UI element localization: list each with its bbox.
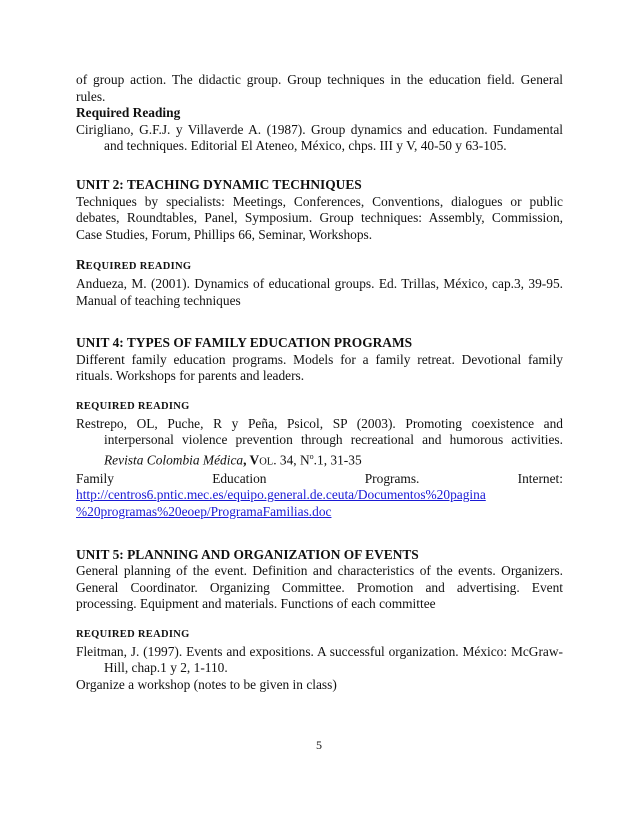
page-body <box>76 72 563 693</box>
reference-fleitman: Fleitman, J. (1997). Events and expositions. A successful organization. México: McGraw-Hill, chap.1 y 2, 1-110. <box>76 643 563 676</box>
unit-4-body: Different family education programs. Models for a family retreat. Devotional family rituals. Workshops for parents and leaders. <box>76 351 563 384</box>
unit-2-req-rest: EQUIRED READING <box>85 261 192 273</box>
link-line-1: http://centros6.pntic.mec.es/equipo.general.de.ceuta/Documentos%20pagina <box>76 487 486 503</box>
internet-link-block <box>76 487 563 520</box>
unit-4-title: UNIT 4: TYPES OF FAMILY EDUCATION PROGRAMS <box>76 335 413 351</box>
unit-5-required-reading-heading: REQUIRED READING <box>76 628 190 640</box>
unit-2-title: UNIT 2: TEACHING DYNAMIC TECHNIQUES <box>76 176 362 192</box>
programs-word: Programs. <box>364 470 420 486</box>
reference-andueza: Andueza, M. (2001). Dynamics of educational groups. Ed. Trillas, México, cap.3, 39-95. Manual of teaching techniques <box>76 275 563 308</box>
unit-2-req-initial: R <box>76 257 86 273</box>
reference-restrepo-text: Restrepo, OL, Puche, R y Peña, Psicol, SP (2003). Promoting coexistence and interpersonal violence prevention through recreational and humorous activities. <box>76 415 563 448</box>
reference-restrepo-super: o <box>309 451 314 461</box>
reference-restrepo-vol: OL <box>259 456 274 468</box>
unit-2-required-reading-heading <box>76 257 563 276</box>
unit-2-body: Techniques by specialists: Meetings, Conferences, Conventions, dialogues or public debates, Roundtables, Panel, Symposium. Group techniques: Assembly, Commission, Case Studies, Forum, Phillips 66, Seminar, Workshops. <box>76 193 563 242</box>
unit-5-body: General planning of the event. Definition and characteristics of the events. Organizers. General Coordinator. Organizing Committee. Promotion and advertising. Event processing. Equipment and materials. Functions of each committee <box>76 563 563 612</box>
unit-4-required-reading-heading: REQUIRED READING <box>76 400 190 412</box>
unit-5-title: UNIT 5: PLANNING AND ORGANIZATION OF EVENTS <box>76 546 419 562</box>
reference-restrepo-number: . 34, N <box>273 452 310 468</box>
workshop-note: Organize a workshop (notes to be given in class) <box>76 676 337 692</box>
required-reading-heading: Required Reading <box>76 105 181 121</box>
family-programs-link[interactable] <box>76 487 486 519</box>
internet-word: Internet: <box>517 470 563 486</box>
reference-cirigliano: Cirigliano, G.F.J. y Villaverde A. (1987). Group dynamics and education. Fundamental and techniques. Editorial El Ateneo, México, chps. III y V, 40-50 y 63-105. <box>76 121 563 154</box>
family-word: Family <box>76 470 114 486</box>
education-word: Education <box>212 470 267 486</box>
reference-restrepo <box>76 416 563 471</box>
reference-restrepo-pages: .1, 31-35 <box>313 452 362 468</box>
reference-restrepo-journal: Revista Colombia Médica <box>104 452 244 468</box>
reference-restrepo-comma: , V <box>243 452 260 468</box>
family-programs-line <box>76 471 563 488</box>
page-number: 5 <box>316 738 322 752</box>
intro-paragraph: of group action. The didactic group. Group techniques in the education field. General rules. <box>76 72 563 104</box>
link-line-2: %20programas%20eoep/ProgramaFamilias.doc <box>76 503 332 519</box>
